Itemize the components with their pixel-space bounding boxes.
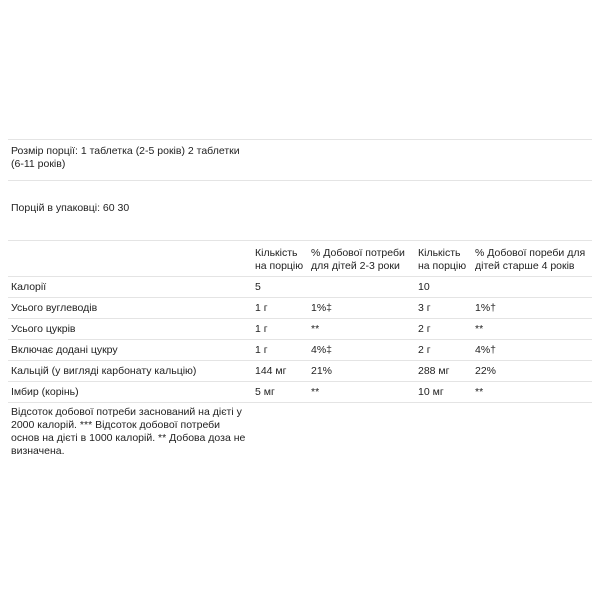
amount-1: 1 г [255,302,268,314]
header-amount-per-serving-1: Кількість на порцію [255,247,304,272]
amount-2: 2 г [418,344,431,356]
daily-value-1: ** [311,386,320,398]
daily-value-1: 4%‡ [311,344,333,356]
nutrient-name: Кальцій (у вигляді карбонату кальцію) [11,365,197,377]
amount-2: 2 г [418,323,431,335]
daily-value-1: 1%‡ [311,302,333,314]
nutrient-name: Усього вуглеводів [11,302,98,314]
table-row [8,298,592,319]
daily-value-1: ** [311,323,320,335]
footnote: Відсоток добової потреби заснований на дієті у 2000 калорій. *** Відсоток добової потреби основ на дієті в 1000 калорій. ** Добова доза не визначена. [11,406,246,457]
table-row [8,340,592,361]
header-daily-value-4-plus: % Добової пореби для дітей старше 4 років [475,247,586,272]
nutrient-name: Включає додані цукру [11,344,118,356]
table-row [8,277,592,298]
daily-value-2: ** [475,323,484,335]
amount-1: 1 г [255,344,268,356]
divider [8,180,592,181]
daily-value-2: 1%† [475,302,497,314]
serving-size: Розмір порції: 1 таблетка (2-5 років) 2 таблетки (6-11 років) [11,145,240,170]
amount-1: 5 мг [255,386,275,398]
amount-1: 1 г [255,323,268,335]
amount-1: 5 [255,281,261,293]
table-row [8,361,592,382]
divider [8,402,592,403]
amount-2: 3 г [418,302,431,314]
nutrient-name: Імбир (корінь) [11,386,79,398]
servings-per-container: Порцій в упаковці: 60 30 [11,202,130,214]
daily-value-2: 4%† [475,344,497,356]
amount-2: 10 мг [418,386,444,398]
table-row [8,319,592,340]
divider [8,139,592,140]
amount-2: 288 мг [418,365,450,377]
table-header [8,247,592,273]
amount-2: 10 [418,281,430,293]
divider [8,240,592,241]
header-daily-value-2-3: % Добової потреби для дітей 2-3 роки [311,247,405,272]
daily-value-1: 21% [311,365,333,377]
table-row [8,382,592,403]
daily-value-2: ** [475,386,484,398]
daily-value-2: 22% [475,365,497,377]
amount-1: 144 мг [255,365,287,377]
nutrient-name: Калорії [11,281,47,293]
nutrient-name: Усього цукрів [11,323,76,335]
header-amount-per-serving-2: Кількість на порцію [418,247,467,272]
